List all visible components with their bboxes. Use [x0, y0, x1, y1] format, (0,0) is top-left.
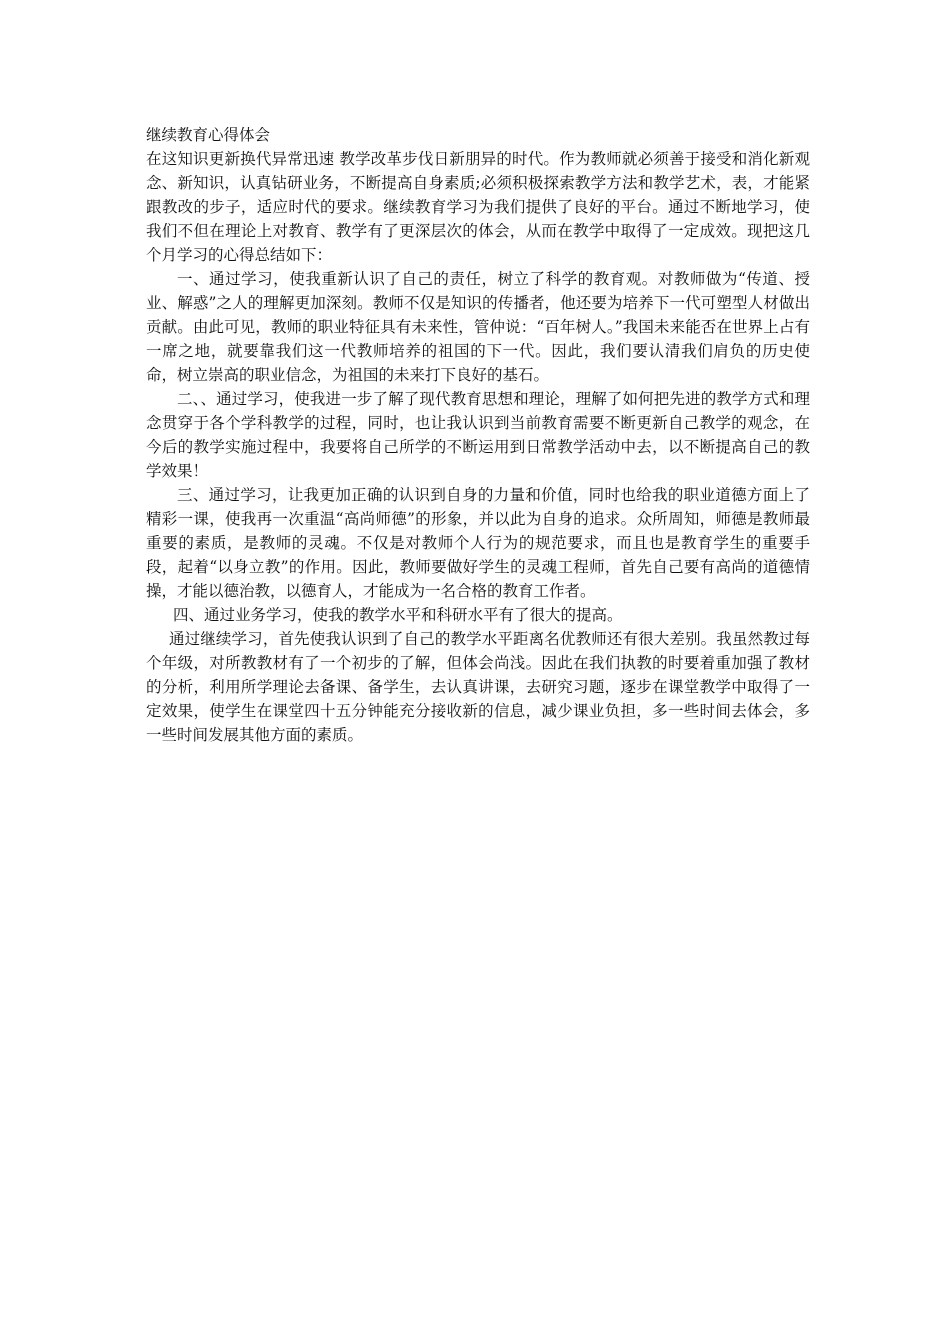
paragraph-point-2: 二、、通过学习，使我进一步了解了现代教育思想和理论，理解了如何把先进的教学方式和理念贯穿于各个学科教学的过程，同时，也让我认识到当前教育需要不断更新自己教学的观念，在今后的教学实施过程中，我要将自己所学的不断运用到日常教学活动中去，以不断提高自己的教学效果！ — [146, 390, 810, 480]
paragraph-point-4: 四、通过业务学习，使我的教学水平和科研水平有了很大的提高。 — [173, 606, 623, 624]
paragraph-point-3: 三、通过学习，让我更加正确的认识到自身的力量和价值，同时也给我的职业道德方面上了精彩一课，使我再一次重温“高尚师德”的形象，并以此为自身的追求。众所周知，师德是教师最重要的素质，是教师的灵魂。不仅是对教师个人行为的规范要求，而且也是教育学生的重要手段，起着“以身立教”的作用。因此，教师要做好学生的灵魂工程师，首先自己要有高尚的道德情操，才能以德治教，以德育人，才能成为一名合格的教育工作者。 — [146, 486, 810, 600]
paragraph-conclusion: 通过继续学习，首先使我认识到了自己的教学水平距离名优教师还有很大差别。我虽然教过每个年级，对所教教材有了一个初步的了解，但体会尚浅。因此在我们执教的时要着重加强了教材的分析，利用所学理论去备课、备学生，去认真讲课，去研究习题，逐步在课堂教学中取得了一定效果，使学生在课堂四十五分钟能充分接收新的信息，减少课业负担，多一些时间去体会，多一些时间发展其他方面的素质。 — [146, 630, 810, 744]
paragraph-point-1: 一、通过学习，使我重新认识了自己的责任，树立了科学的教育观。对教师做为“传道、授业、解惑”之人的理解更加深刻。教师不仅是知识的传播者，他还要为培养下一代可塑型人材做出贡献。由此可见，教师的职业特征具有未来性，管仲说：“百年树人。”我国未来能否在世界上占有一席之地，就要靠我们这一代教师培养的祖国的下一代。因此，我们要认清我们肩负的历史使命，树立崇高的职业信念，为祖国的未来打下良好的基石。 — [146, 270, 810, 384]
paragraph-intro: 在这知识更新换代异常迅速 教学改革步伐日新朋异的时代。作为教师就必须善于接受和消化新观念、新知识，认真钻研业务，不断提高自身素质;必须积极探索教学方法和教学艺术，表，才能紧跟教改的步子，适应时代的要求。继续教育学习为我们提供了良好的平台。通过不断地学习，使我们不但在理论上对教育、教学有了更深层次的体会，从而在教学中取得了一定成效。现把这几个月学习的心得总结如下： — [146, 150, 810, 264]
document-page — [146, 123, 810, 747]
document-title: 继续教育心得体会 — [146, 126, 271, 144]
